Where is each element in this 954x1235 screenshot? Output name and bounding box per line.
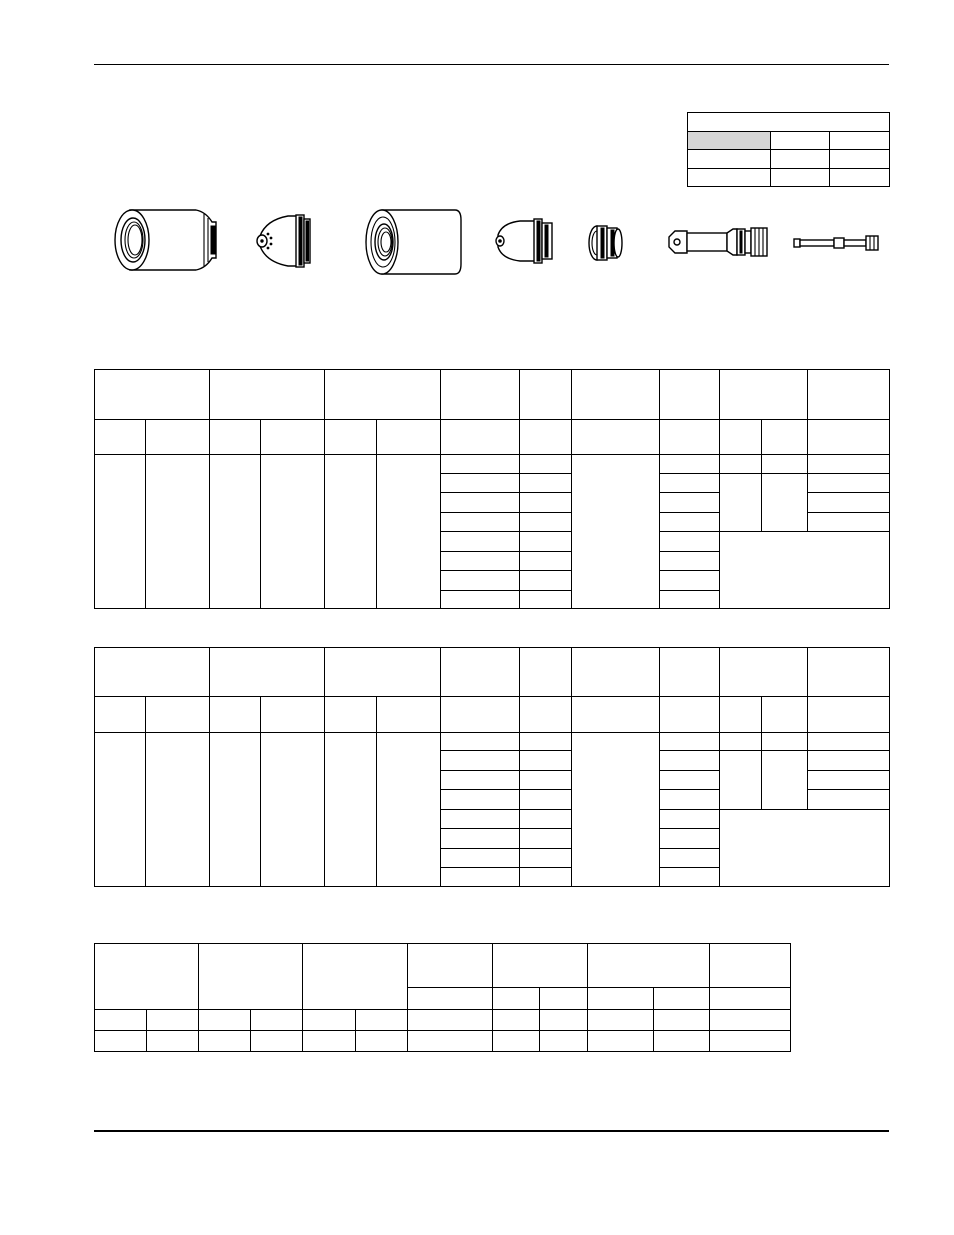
process-table-2	[94, 647, 890, 887]
retaining-cap-icon	[108, 200, 223, 280]
header-rule	[94, 64, 889, 65]
process-table-3	[94, 943, 791, 1052]
process-table-1	[94, 369, 890, 609]
shield-icon	[252, 210, 314, 272]
footer-rule	[94, 1130, 889, 1132]
key-table-title-cell	[688, 113, 890, 132]
nozzle-icon	[492, 215, 560, 267]
water-tube-icon	[792, 232, 884, 254]
electrode-icon	[665, 223, 775, 261]
swirl-ring-icon	[585, 222, 627, 264]
outer-cap-icon	[360, 206, 465, 278]
key-table	[687, 112, 890, 187]
key-table-shaded-cell	[688, 132, 771, 150]
